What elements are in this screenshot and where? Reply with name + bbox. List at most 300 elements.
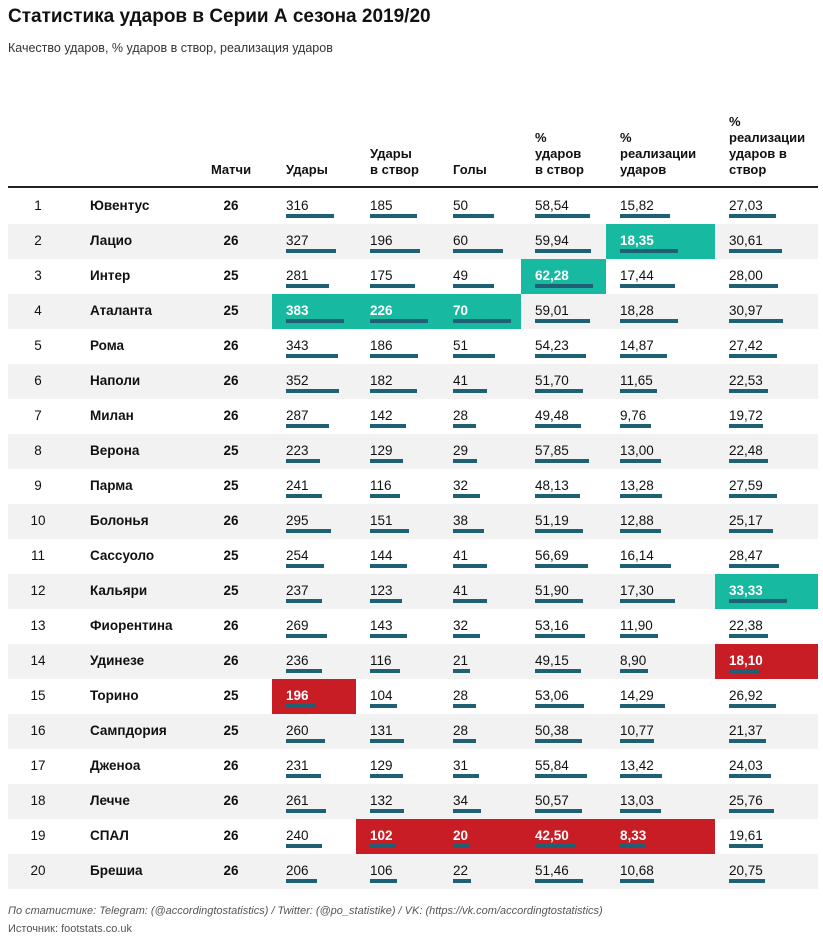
rank-cell: 8 (34, 443, 42, 458)
value-bar (729, 249, 782, 253)
table-row (8, 749, 818, 784)
table-row (8, 399, 818, 434)
cell-conversion (606, 574, 715, 609)
cell-pct-on-target (521, 539, 606, 574)
column-header-shots: Удары (286, 162, 328, 177)
value-label: 27,42 (729, 338, 763, 353)
cell-shots (272, 539, 356, 574)
value-bar (729, 389, 768, 393)
cell-pct-on-target (521, 574, 606, 609)
matches-cell: 26 (223, 408, 239, 423)
value-label: 30,97 (729, 303, 763, 318)
cell-conversion-on-target (715, 714, 818, 749)
cell-conversion-on-target (715, 504, 818, 539)
table-row (8, 504, 818, 539)
value-label: 14,29 (620, 688, 654, 703)
value-bar (286, 284, 329, 288)
value-bar (729, 494, 777, 498)
cell-conversion-on-target (715, 364, 818, 399)
matches-cell: 25 (223, 478, 239, 493)
table-row (8, 259, 818, 294)
value-label: 32 (453, 618, 469, 633)
value-label: 383 (286, 303, 309, 318)
table-row (8, 329, 818, 364)
value-label: 11,65 (620, 373, 653, 388)
cell-on-target (356, 539, 439, 574)
column-header-conversion: % реализации ударов (620, 130, 697, 177)
cell-conversion-on-target (715, 259, 818, 294)
value-bar (535, 844, 575, 848)
club-name: Верона (90, 443, 140, 458)
club-name: Удинезе (90, 653, 145, 668)
value-label: 50,57 (535, 793, 569, 808)
value-label: 12,88 (620, 513, 654, 528)
value-label: 51,90 (535, 583, 569, 598)
value-label: 186 (370, 338, 393, 353)
rank-cell: 17 (30, 758, 46, 773)
cell-pct-on-target (521, 364, 606, 399)
cell-goals (439, 364, 521, 399)
value-bar (620, 599, 675, 603)
value-bar (453, 354, 495, 358)
club-name: Рома (90, 338, 125, 353)
value-bar (729, 319, 783, 323)
cell-on-target (356, 329, 439, 364)
cell-pct-on-target (521, 224, 606, 259)
value-label: 49,15 (535, 653, 569, 668)
value-label: 30,61 (729, 233, 763, 248)
value-bar (453, 284, 494, 288)
cell-shots (272, 679, 356, 714)
matches-cell: 26 (223, 618, 239, 633)
matches-cell: 26 (223, 513, 239, 528)
cell-conversion-on-target (715, 819, 818, 854)
value-label: 60 (453, 233, 469, 248)
value-bar (370, 214, 417, 218)
cell-pct-on-target (521, 609, 606, 644)
rank-cell: 11 (30, 548, 45, 563)
cell-pct-on-target (521, 644, 606, 679)
value-bar (286, 319, 344, 323)
value-label: 49 (453, 268, 469, 283)
table-row (8, 819, 818, 854)
matches-cell: 26 (223, 373, 239, 388)
cell-on-target (356, 574, 439, 609)
value-label: 21,37 (729, 723, 763, 738)
value-label: 231 (286, 758, 309, 773)
matches-cell: 26 (223, 198, 239, 213)
value-bar (729, 459, 768, 463)
value-bar (620, 704, 665, 708)
cell-conversion (606, 749, 715, 784)
cell-conversion (606, 644, 715, 679)
value-label: 132 (370, 793, 393, 808)
value-bar (729, 879, 765, 883)
rank-cell: 2 (34, 233, 42, 248)
value-label: 13,28 (620, 478, 654, 493)
value-label: 269 (286, 618, 309, 633)
value-bar (535, 249, 591, 253)
value-label: 15,82 (620, 198, 654, 213)
value-label: 28 (453, 723, 469, 738)
cell-shots (272, 749, 356, 784)
value-bar (286, 774, 321, 778)
value-bar (286, 214, 334, 218)
value-bar (535, 669, 581, 673)
value-label: 151 (370, 513, 393, 528)
value-label: 19,61 (729, 828, 763, 843)
club-name: Брешиа (90, 863, 143, 878)
value-bar (286, 389, 339, 393)
cell-goals (439, 399, 521, 434)
value-bar (535, 564, 588, 568)
matches-cell: 26 (223, 233, 239, 248)
cell-conversion-on-target (715, 539, 818, 574)
matches-cell: 25 (223, 303, 239, 318)
value-label: 28 (453, 408, 469, 423)
value-label: 27,59 (729, 478, 763, 493)
value-label: 18,28 (620, 303, 654, 318)
cell-conversion (606, 819, 715, 854)
value-label: 20,75 (729, 863, 763, 878)
rank-cell: 16 (30, 723, 46, 738)
header-divider (8, 186, 818, 188)
club-name: Фиорентина (90, 618, 173, 633)
value-label: 51 (453, 338, 469, 353)
table-row (8, 679, 818, 714)
value-bar (620, 879, 654, 883)
cell-shots (272, 574, 356, 609)
value-label: 56,69 (535, 548, 569, 563)
value-label: 281 (286, 268, 309, 283)
value-label: 254 (286, 548, 309, 563)
cell-on-target (356, 784, 439, 819)
value-bar (453, 494, 480, 498)
cell-conversion-on-target (715, 399, 818, 434)
value-bar (535, 809, 582, 813)
matches-cell: 26 (223, 828, 239, 843)
value-label: 9,76 (620, 408, 647, 423)
value-bar (535, 319, 590, 323)
value-label: 26,92 (729, 688, 763, 703)
cell-goals (439, 749, 521, 784)
value-bar (620, 774, 662, 778)
cell-shots (272, 819, 356, 854)
table-row (8, 609, 818, 644)
value-label: 8,33 (620, 828, 647, 843)
cell-on-target (356, 644, 439, 679)
value-label: 16,14 (620, 548, 654, 563)
matches-cell: 26 (223, 653, 239, 668)
value-bar (286, 809, 326, 813)
cell-conversion (606, 294, 715, 329)
value-bar (729, 214, 776, 218)
cell-goals (439, 854, 521, 889)
club-name: Милан (90, 408, 134, 423)
cell-shots (272, 259, 356, 294)
matches-cell: 25 (223, 548, 239, 563)
value-bar (535, 494, 580, 498)
cell-conversion (606, 609, 715, 644)
value-bar (535, 354, 586, 358)
value-bar (286, 879, 317, 883)
value-bar (620, 424, 651, 428)
value-bar (453, 459, 477, 463)
value-bar (286, 844, 322, 848)
cell-shots (272, 609, 356, 644)
chart-title: Статистика ударов в Серии А сезона 2019/20 (8, 6, 431, 27)
club-name: Дженоа (90, 758, 141, 773)
cell-conversion (606, 329, 715, 364)
value-bar (535, 879, 583, 883)
value-bar (370, 774, 403, 778)
cell-conversion-on-target (715, 644, 818, 679)
cell-goals (439, 469, 521, 504)
value-bar (535, 529, 583, 533)
table-row (8, 574, 818, 609)
value-label: 240 (286, 828, 309, 843)
cell-conversion (606, 854, 715, 889)
value-bar (370, 879, 397, 883)
value-bar (286, 739, 325, 743)
club-name: Аталанта (90, 303, 153, 318)
matches-cell: 26 (223, 863, 239, 878)
value-label: 17,30 (620, 583, 654, 598)
rank-cell: 5 (34, 338, 42, 353)
value-bar (370, 809, 404, 813)
value-bar (620, 354, 667, 358)
cell-pct-on-target (521, 679, 606, 714)
value-label: 22,38 (729, 618, 763, 633)
cell-goals (439, 294, 521, 329)
cell-conversion (606, 504, 715, 539)
value-label: 343 (286, 338, 309, 353)
value-bar (286, 704, 316, 708)
value-label: 25,17 (729, 513, 763, 528)
value-bar (729, 354, 777, 358)
cell-conversion (606, 469, 715, 504)
value-bar (729, 739, 766, 743)
value-bar (535, 634, 585, 638)
cell-pct-on-target (521, 854, 606, 889)
value-bar (620, 459, 661, 463)
value-label: 13,42 (620, 758, 654, 773)
cell-pct-on-target (521, 399, 606, 434)
cell-shots (272, 714, 356, 749)
cell-on-target (356, 609, 439, 644)
club-name: Наполи (90, 373, 141, 388)
value-bar (729, 599, 787, 603)
value-bar (620, 389, 657, 393)
value-bar (453, 214, 494, 218)
cell-on-target (356, 399, 439, 434)
value-bar (729, 669, 760, 673)
value-label: 104 (370, 688, 393, 703)
matches-cell: 25 (223, 268, 239, 283)
value-label: 25,76 (729, 793, 763, 808)
source-note: Источник: footstats.co.uk (8, 923, 132, 935)
cell-goals (439, 504, 521, 539)
club-name: Лечче (90, 793, 130, 808)
table-row (8, 854, 818, 889)
cell-pct-on-target (521, 259, 606, 294)
value-bar (453, 564, 487, 568)
cell-on-target (356, 714, 439, 749)
cell-shots (272, 294, 356, 329)
value-bar (370, 599, 402, 603)
table-row (8, 434, 818, 469)
club-name: Лацио (90, 233, 133, 248)
value-bar (370, 494, 400, 498)
value-bar (620, 564, 671, 568)
cell-on-target (356, 434, 439, 469)
table-row (8, 539, 818, 574)
rank-cell: 6 (34, 373, 42, 388)
value-label: 59,94 (535, 233, 569, 248)
value-bar (620, 529, 661, 533)
value-label: 8,90 (620, 653, 647, 668)
club-name: Сампдория (90, 723, 167, 738)
matches-cell: 26 (223, 758, 239, 773)
rank-cell: 19 (30, 828, 46, 843)
cell-pct-on-target (521, 784, 606, 819)
value-label: 34 (453, 793, 469, 808)
value-bar (370, 459, 403, 463)
value-label: 21 (453, 653, 469, 668)
cell-pct-on-target (521, 469, 606, 504)
rank-cell: 15 (30, 688, 46, 703)
value-bar (370, 634, 407, 638)
value-bar (370, 704, 397, 708)
value-label: 185 (370, 198, 393, 213)
club-name: Интер (90, 268, 131, 283)
value-label: 28,47 (729, 548, 763, 563)
cell-conversion (606, 224, 715, 259)
value-label: 18,10 (729, 653, 763, 668)
cell-pct-on-target (521, 434, 606, 469)
value-bar (620, 809, 661, 813)
rank-cell: 10 (30, 513, 46, 528)
value-bar (370, 529, 409, 533)
column-header-on-target: Удары в створ (370, 146, 419, 177)
cell-pct-on-target (521, 714, 606, 749)
table-row (8, 644, 818, 679)
cell-on-target (356, 469, 439, 504)
value-bar (370, 354, 418, 358)
value-label: 22,53 (729, 373, 763, 388)
cell-conversion-on-target (715, 574, 818, 609)
cell-conversion-on-target (715, 189, 818, 224)
value-bar (286, 459, 320, 463)
footnote: По статистике: Telegram: (@accordingtostatistics) / Twitter: (@po_statistike) / VK: (https://vk.com/accordingtostatistics) (8, 905, 603, 917)
value-bar (286, 249, 336, 253)
value-bar (453, 774, 479, 778)
value-bar (729, 424, 763, 428)
value-label: 352 (286, 373, 309, 388)
value-bar (729, 284, 778, 288)
table-row (8, 364, 818, 399)
value-label: 175 (370, 268, 393, 283)
cell-on-target (356, 679, 439, 714)
value-label: 295 (286, 513, 309, 528)
value-bar (453, 389, 487, 393)
cell-conversion-on-target (715, 329, 818, 364)
rank-cell: 13 (30, 618, 46, 633)
value-bar (620, 319, 678, 323)
chart-subtitle: Качество ударов, % ударов в створ, реализация ударов (8, 41, 333, 55)
cell-conversion (606, 784, 715, 819)
value-label: 18,35 (620, 233, 654, 248)
value-bar (535, 459, 589, 463)
value-bar (370, 249, 420, 253)
matches-cell: 25 (223, 723, 239, 738)
value-label: 241 (286, 478, 309, 493)
value-label: 51,19 (535, 513, 569, 528)
value-label: 22 (453, 863, 469, 878)
value-bar (370, 739, 404, 743)
cell-goals (439, 539, 521, 574)
value-label: 142 (370, 408, 393, 423)
cell-on-target (356, 294, 439, 329)
value-bar (620, 669, 648, 673)
matches-cell: 26 (223, 338, 239, 353)
cell-shots (272, 504, 356, 539)
rank-cell: 14 (30, 653, 46, 668)
cell-shots (272, 364, 356, 399)
cell-conversion (606, 434, 715, 469)
rank-cell: 20 (30, 863, 46, 878)
table-row (8, 189, 818, 224)
value-label: 260 (286, 723, 309, 738)
value-bar (620, 494, 662, 498)
cell-on-target (356, 259, 439, 294)
cell-conversion-on-target (715, 784, 818, 819)
value-bar (453, 249, 503, 253)
value-bar (370, 319, 428, 323)
value-label: 51,70 (535, 373, 569, 388)
cell-pct-on-target (521, 749, 606, 784)
cell-conversion-on-target (715, 854, 818, 889)
matches-cell: 25 (223, 443, 239, 458)
cell-on-target (356, 224, 439, 259)
stats-table (8, 0, 818, 941)
club-name: Парма (90, 478, 133, 493)
cell-goals (439, 434, 521, 469)
value-label: 144 (370, 548, 393, 563)
value-bar (453, 669, 470, 673)
cell-goals (439, 644, 521, 679)
cell-goals (439, 189, 521, 224)
cell-pct-on-target (521, 819, 606, 854)
cell-conversion (606, 714, 715, 749)
value-bar (453, 739, 476, 743)
cell-shots (272, 434, 356, 469)
value-bar (286, 424, 329, 428)
value-label: 27,03 (729, 198, 763, 213)
value-label: 261 (286, 793, 309, 808)
value-label: 29 (453, 443, 469, 458)
value-label: 41 (453, 373, 469, 388)
club-name: Сассуоло (90, 548, 155, 563)
value-label: 58,54 (535, 198, 569, 213)
rank-cell: 3 (34, 268, 42, 283)
value-bar (453, 634, 480, 638)
cell-shots (272, 224, 356, 259)
matches-cell: 25 (223, 688, 239, 703)
value-bar (286, 669, 322, 673)
value-label: 41 (453, 548, 469, 563)
cell-on-target (356, 854, 439, 889)
